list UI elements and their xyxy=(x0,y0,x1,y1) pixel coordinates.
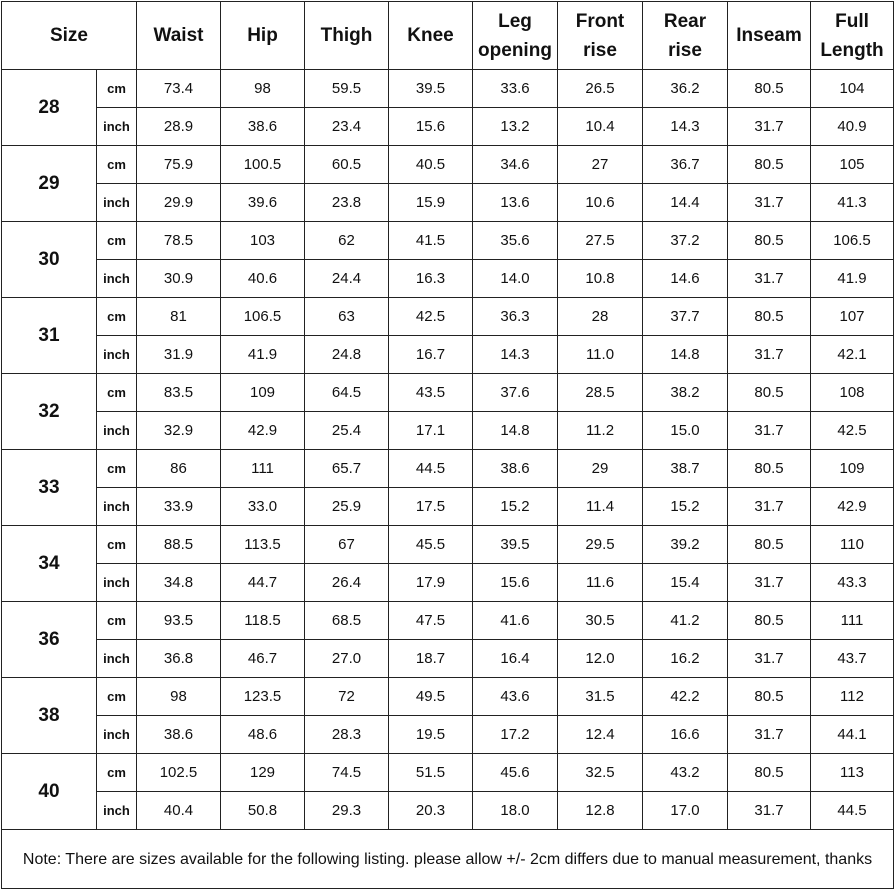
unit-label: inch xyxy=(97,792,137,830)
table-cell: 24.4 xyxy=(305,260,389,298)
table-cell: 14.3 xyxy=(473,336,558,374)
table-cell: 25.9 xyxy=(305,488,389,526)
table-row-28-inch xyxy=(2,108,894,146)
table-cell: 17.9 xyxy=(389,564,473,602)
table-row-33-inch xyxy=(2,488,894,526)
table-cell: 26.4 xyxy=(305,564,389,602)
table-cell: 62 xyxy=(305,222,389,260)
table-cell: 60.5 xyxy=(305,146,389,184)
table-cell: 43.7 xyxy=(811,640,894,678)
table-cell: 19.5 xyxy=(389,716,473,754)
unit-label: inch xyxy=(97,260,137,298)
table-cell: 42.2 xyxy=(643,678,728,716)
table-cell: 39.5 xyxy=(473,526,558,564)
table-cell: 33.9 xyxy=(137,488,221,526)
table-cell: 14.4 xyxy=(643,184,728,222)
table-row-31-inch xyxy=(2,336,894,374)
table-cell: 88.5 xyxy=(137,526,221,564)
inseam-header: Inseam xyxy=(728,2,811,70)
front-rise-header: Front rise xyxy=(558,2,643,70)
table-cell: 44.7 xyxy=(221,564,305,602)
table-cell: 12.8 xyxy=(558,792,643,830)
table-cell: 14.8 xyxy=(473,412,558,450)
table-cell: 31.7 xyxy=(728,792,811,830)
table-row-32-cm xyxy=(2,374,894,412)
size-label: 38 xyxy=(2,678,97,754)
table-cell: 12.0 xyxy=(558,640,643,678)
unit-label: cm xyxy=(97,602,137,640)
table-cell: 20.3 xyxy=(389,792,473,830)
table-cell: 14.6 xyxy=(643,260,728,298)
table-cell: 48.6 xyxy=(221,716,305,754)
note-row xyxy=(2,830,894,889)
size-label: 28 xyxy=(2,70,97,146)
table-cell: 44.5 xyxy=(389,450,473,488)
table-cell: 37.6 xyxy=(473,374,558,412)
table-cell: 23.8 xyxy=(305,184,389,222)
table-cell: 26.5 xyxy=(558,70,643,108)
unit-label: inch xyxy=(97,184,137,222)
table-cell: 27.5 xyxy=(558,222,643,260)
table-cell: 31.9 xyxy=(137,336,221,374)
table-cell: 15.2 xyxy=(643,488,728,526)
table-cell: 11.2 xyxy=(558,412,643,450)
table-cell: 41.5 xyxy=(389,222,473,260)
table-cell: 100.5 xyxy=(221,146,305,184)
table-cell: 14.3 xyxy=(643,108,728,146)
table-cell: 28.3 xyxy=(305,716,389,754)
table-row-34-cm xyxy=(2,526,894,564)
table-cell: 36.7 xyxy=(643,146,728,184)
table-row-38-inch xyxy=(2,716,894,754)
table-cell: 108 xyxy=(811,374,894,412)
table-cell: 34.8 xyxy=(137,564,221,602)
table-cell: 40.9 xyxy=(811,108,894,146)
table-cell: 110 xyxy=(811,526,894,564)
table-cell: 64.5 xyxy=(305,374,389,412)
table-cell: 106.5 xyxy=(221,298,305,336)
table-cell: 13.2 xyxy=(473,108,558,146)
table-cell: 109 xyxy=(221,374,305,412)
table-cell: 51.5 xyxy=(389,754,473,792)
table-row-38-cm xyxy=(2,678,894,716)
table-cell: 80.5 xyxy=(728,450,811,488)
table-cell: 49.5 xyxy=(389,678,473,716)
table-cell: 12.4 xyxy=(558,716,643,754)
table-cell: 32.9 xyxy=(137,412,221,450)
table-row-29-cm xyxy=(2,146,894,184)
table-cell: 15.4 xyxy=(643,564,728,602)
table-row-33-cm xyxy=(2,450,894,488)
table-cell: 31.7 xyxy=(728,336,811,374)
size-label: 34 xyxy=(2,526,97,602)
table-cell: 40.5 xyxy=(389,146,473,184)
table-cell: 80.5 xyxy=(728,374,811,412)
table-cell: 29.5 xyxy=(558,526,643,564)
table-cell: 17.0 xyxy=(643,792,728,830)
table-cell: 46.7 xyxy=(221,640,305,678)
unit-label: cm xyxy=(97,146,137,184)
table-cell: 17.5 xyxy=(389,488,473,526)
table-cell: 31.7 xyxy=(728,184,811,222)
table-cell: 16.2 xyxy=(643,640,728,678)
table-cell: 36.8 xyxy=(137,640,221,678)
table-cell: 14.0 xyxy=(473,260,558,298)
table-cell: 65.7 xyxy=(305,450,389,488)
table-cell: 113.5 xyxy=(221,526,305,564)
table-cell: 105 xyxy=(811,146,894,184)
table-cell: 28.9 xyxy=(137,108,221,146)
table-row-30-inch xyxy=(2,260,894,298)
table-row-28-cm xyxy=(2,70,894,108)
table-cell: 109 xyxy=(811,450,894,488)
table-cell: 31.7 xyxy=(728,108,811,146)
unit-label: cm xyxy=(97,222,137,260)
table-cell: 86 xyxy=(137,450,221,488)
table-cell: 14.8 xyxy=(643,336,728,374)
table-cell: 113 xyxy=(811,754,894,792)
table-cell: 38.2 xyxy=(643,374,728,412)
table-cell: 31.7 xyxy=(728,260,811,298)
size-header: Size xyxy=(2,2,137,70)
unit-label: cm xyxy=(97,678,137,716)
table-cell: 81 xyxy=(137,298,221,336)
table-cell: 25.4 xyxy=(305,412,389,450)
table-cell: 10.8 xyxy=(558,260,643,298)
table-cell: 59.5 xyxy=(305,70,389,108)
table-cell: 44.1 xyxy=(811,716,894,754)
thigh-header: Thigh xyxy=(305,2,389,70)
size-chart-table xyxy=(1,1,894,889)
table-cell: 38.6 xyxy=(473,450,558,488)
table-cell: 38.6 xyxy=(137,716,221,754)
table-cell: 27.0 xyxy=(305,640,389,678)
table-cell: 17.2 xyxy=(473,716,558,754)
table-cell: 35.6 xyxy=(473,222,558,260)
table-cell: 43.5 xyxy=(389,374,473,412)
table-cell: 38.7 xyxy=(643,450,728,488)
size-label: 36 xyxy=(2,602,97,678)
table-cell: 15.0 xyxy=(643,412,728,450)
table-cell: 39.2 xyxy=(643,526,728,564)
table-cell: 43.3 xyxy=(811,564,894,602)
unit-label: cm xyxy=(97,754,137,792)
table-cell: 10.4 xyxy=(558,108,643,146)
leg-opening-header: Leg opening xyxy=(473,2,558,70)
table-cell: 38.6 xyxy=(221,108,305,146)
table-cell: 98 xyxy=(137,678,221,716)
table-cell: 30.9 xyxy=(137,260,221,298)
table-cell: 18.0 xyxy=(473,792,558,830)
knee-header: Knee xyxy=(389,2,473,70)
unit-label: inch xyxy=(97,564,137,602)
table-cell: 41.2 xyxy=(643,602,728,640)
table-row-36-cm xyxy=(2,602,894,640)
table-cell: 31.7 xyxy=(728,564,811,602)
table-row-34-inch xyxy=(2,564,894,602)
table-row-31-cm xyxy=(2,298,894,336)
table-cell: 72 xyxy=(305,678,389,716)
table-cell: 15.6 xyxy=(389,108,473,146)
hip-header: Hip xyxy=(221,2,305,70)
unit-label: cm xyxy=(97,70,137,108)
table-row-30-cm xyxy=(2,222,894,260)
table-cell: 18.7 xyxy=(389,640,473,678)
size-label: 30 xyxy=(2,222,97,298)
table-cell: 15.2 xyxy=(473,488,558,526)
table-cell: 32.5 xyxy=(558,754,643,792)
table-cell: 24.8 xyxy=(305,336,389,374)
table-cell: 15.6 xyxy=(473,564,558,602)
unit-label: cm xyxy=(97,374,137,412)
table-cell: 36.2 xyxy=(643,70,728,108)
table-cell: 16.3 xyxy=(389,260,473,298)
table-cell: 83.5 xyxy=(137,374,221,412)
size-label: 29 xyxy=(2,146,97,222)
table-cell: 34.6 xyxy=(473,146,558,184)
table-cell: 118.5 xyxy=(221,602,305,640)
unit-label: inch xyxy=(97,488,137,526)
table-cell: 10.6 xyxy=(558,184,643,222)
table-cell: 17.1 xyxy=(389,412,473,450)
table-cell: 23.4 xyxy=(305,108,389,146)
table-cell: 112 xyxy=(811,678,894,716)
size-label: 33 xyxy=(2,450,97,526)
table-cell: 39.6 xyxy=(221,184,305,222)
table-cell: 39.5 xyxy=(389,70,473,108)
table-cell: 41.3 xyxy=(811,184,894,222)
table-cell: 129 xyxy=(221,754,305,792)
table-cell: 63 xyxy=(305,298,389,336)
chart-body xyxy=(2,70,894,830)
table-cell: 104 xyxy=(811,70,894,108)
table-cell: 42.9 xyxy=(221,412,305,450)
table-cell: 41.9 xyxy=(221,336,305,374)
table-cell: 27 xyxy=(558,146,643,184)
size-label: 40 xyxy=(2,754,97,830)
table-cell: 123.5 xyxy=(221,678,305,716)
table-cell: 43.6 xyxy=(473,678,558,716)
table-row-32-inch xyxy=(2,412,894,450)
table-cell: 43.2 xyxy=(643,754,728,792)
table-cell: 50.8 xyxy=(221,792,305,830)
header-row xyxy=(2,2,894,70)
table-cell: 11.0 xyxy=(558,336,643,374)
table-row-29-inch xyxy=(2,184,894,222)
table-cell: 78.5 xyxy=(137,222,221,260)
table-cell: 80.5 xyxy=(728,222,811,260)
table-cell: 31.5 xyxy=(558,678,643,716)
rear-rise-header: Rear rise xyxy=(643,2,728,70)
table-cell: 67 xyxy=(305,526,389,564)
table-row-36-inch xyxy=(2,640,894,678)
table-cell: 44.5 xyxy=(811,792,894,830)
table-cell: 80.5 xyxy=(728,70,811,108)
table-cell: 37.7 xyxy=(643,298,728,336)
table-cell: 68.5 xyxy=(305,602,389,640)
table-cell: 16.7 xyxy=(389,336,473,374)
table-cell: 102.5 xyxy=(137,754,221,792)
table-cell: 41.6 xyxy=(473,602,558,640)
table-cell: 93.5 xyxy=(137,602,221,640)
unit-label: cm xyxy=(97,298,137,336)
table-cell: 13.6 xyxy=(473,184,558,222)
table-cell: 80.5 xyxy=(728,678,811,716)
table-cell: 103 xyxy=(221,222,305,260)
table-cell: 80.5 xyxy=(728,602,811,640)
table-cell: 29.9 xyxy=(137,184,221,222)
measurement-note: Note: There are sizes available for the following listing. please allow +/- 2cm differs due to manual measurement, thanks xyxy=(2,830,894,889)
table-cell: 11.4 xyxy=(558,488,643,526)
table-cell: 107 xyxy=(811,298,894,336)
table-cell: 31.7 xyxy=(728,716,811,754)
table-cell: 16.4 xyxy=(473,640,558,678)
unit-label: inch xyxy=(97,336,137,374)
table-cell: 29.3 xyxy=(305,792,389,830)
table-cell: 16.6 xyxy=(643,716,728,754)
table-cell: 11.6 xyxy=(558,564,643,602)
table-cell: 40.6 xyxy=(221,260,305,298)
size-label: 31 xyxy=(2,298,97,374)
full-length-header: Full Length xyxy=(811,2,894,70)
unit-label: inch xyxy=(97,640,137,678)
table-row-40-inch xyxy=(2,792,894,830)
table-cell: 31.7 xyxy=(728,488,811,526)
table-cell: 42.5 xyxy=(811,412,894,450)
table-cell: 42.5 xyxy=(389,298,473,336)
table-cell: 45.6 xyxy=(473,754,558,792)
table-cell: 75.9 xyxy=(137,146,221,184)
unit-label: inch xyxy=(97,716,137,754)
table-cell: 111 xyxy=(811,602,894,640)
table-cell: 98 xyxy=(221,70,305,108)
table-cell: 73.4 xyxy=(137,70,221,108)
table-cell: 28 xyxy=(558,298,643,336)
table-cell: 42.9 xyxy=(811,488,894,526)
table-cell: 15.9 xyxy=(389,184,473,222)
waist-header: Waist xyxy=(137,2,221,70)
unit-label: inch xyxy=(97,412,137,450)
unit-label: cm xyxy=(97,526,137,564)
table-cell: 33.6 xyxy=(473,70,558,108)
unit-label: cm xyxy=(97,450,137,488)
table-cell: 30.5 xyxy=(558,602,643,640)
table-cell: 80.5 xyxy=(728,754,811,792)
table-cell: 41.9 xyxy=(811,260,894,298)
table-cell: 47.5 xyxy=(389,602,473,640)
table-cell: 37.2 xyxy=(643,222,728,260)
table-cell: 40.4 xyxy=(137,792,221,830)
table-cell: 31.7 xyxy=(728,640,811,678)
table-cell: 33.0 xyxy=(221,488,305,526)
table-cell: 80.5 xyxy=(728,526,811,564)
table-cell: 29 xyxy=(558,450,643,488)
table-row-40-cm xyxy=(2,754,894,792)
table-cell: 36.3 xyxy=(473,298,558,336)
table-cell: 80.5 xyxy=(728,146,811,184)
table-cell: 74.5 xyxy=(305,754,389,792)
table-cell: 42.1 xyxy=(811,336,894,374)
table-cell: 31.7 xyxy=(728,412,811,450)
unit-label: inch xyxy=(97,108,137,146)
size-label: 32 xyxy=(2,374,97,450)
table-cell: 106.5 xyxy=(811,222,894,260)
table-cell: 28.5 xyxy=(558,374,643,412)
table-cell: 80.5 xyxy=(728,298,811,336)
table-cell: 111 xyxy=(221,450,305,488)
table-cell: 45.5 xyxy=(389,526,473,564)
